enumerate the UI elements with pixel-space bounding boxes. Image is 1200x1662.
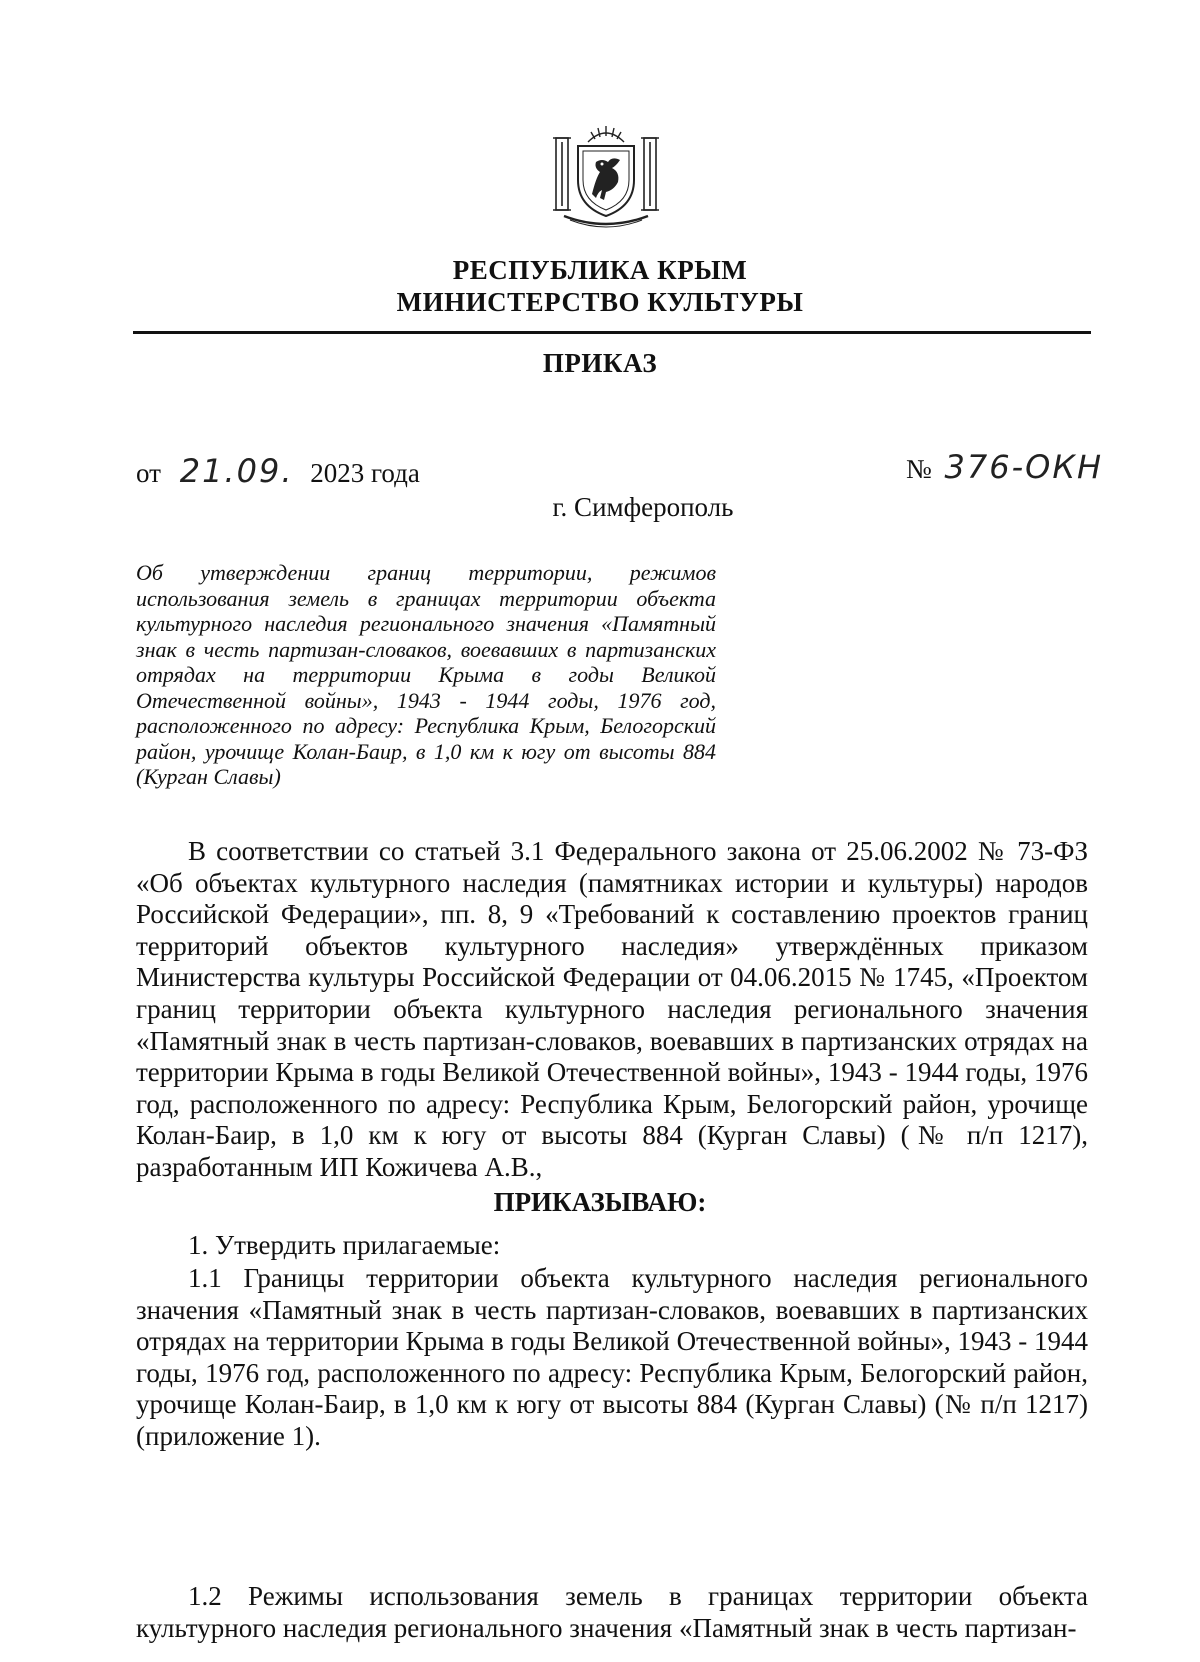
date-prefix: от — [136, 458, 161, 488]
ministry-title: МИНИСТЕРСТВО КУЛЬТУРЫ — [396, 287, 804, 317]
date-line — [136, 452, 420, 490]
city: г. Симферополь — [552, 492, 734, 522]
preamble-paragraph: В соответствии со статьей 3.1 Федерального закона от 25.06.2002 № 73-ФЗ «Об объектах культурного наследия (памятниках истории и культуры) народов Российской Федерации», пп. 8, 9 «Требований к составлению проектов границ территорий объектов культурного наследия» утверждённых приказом Министерства культуры Российской Федерации от 04.06.2015 № 1745, «Проектом границ территории объекта культурного наследия регионального значения «Памятный знак в честь партизан-словаков, воевавших в партизанских отрядах на территории Крыма в годы Великой Отечественной войны», 1943 - 1944 годы, 1976 год, расположенного по адресу: Республика Крым, Белогорский район, урочище Колан-Баир, в 1,0 км к югу от высоты 884 (Курган Славы) (№ п/п 1217), разработанным ИП Кожичева А.В., — [136, 836, 1088, 1182]
handwritten-date: 21.09. — [179, 452, 294, 490]
header-divider — [133, 331, 1091, 334]
order-number — [906, 448, 1103, 486]
document-type: ПРИКАЗ — [542, 348, 658, 378]
crimea-coat-of-arms-icon — [548, 120, 664, 232]
list-item: 1.1 Границы территории объекта культурного наследия регионального значения «Памятный знак в честь партизан-словаков, воевавших в партизанских отрядах на территории Крыма в годы Великой Отечественной войны», 1943 - 1944 годы, 1976 год, расположенного по адресу: Республика Крым, Белогорский район, урочище Колан-Баир, в 1,0 км к югу от высоты 884 (Курган Славы) (№ п/п 1217) (приложение 1). — [136, 1263, 1088, 1451]
republic-title: РЕСПУБЛИКА КРЫМ — [452, 255, 748, 285]
number-sign: № — [906, 454, 932, 484]
list-item: 1. Утвердить прилагаемые: — [188, 1230, 501, 1260]
order-subject: Об утверждении границ территории, режимов использования земель в границах территории объекта культурного наследия регионального значения «Памятный знак в честь партизан-словаков, воевавших в партизанских отрядах на территории Крыма в годы Великой Отечественной войны», 1943 - 1944 годы, 1976 год, расположенного по адресу: Республика Крым, Белогорский район, урочище Колан-Баир, в 1,0 км к югу от высоты 884 (Курган Славы) — [136, 560, 716, 789]
list-item: 1.2 Режимы использования земель в границах территории объекта культурного наследия регионального значения «Памятный знак в честь партизан- — [136, 1581, 1088, 1643]
date-year: 2023 года — [310, 458, 420, 488]
handwritten-number: 376-ОКН — [944, 448, 1104, 486]
order-heading: ПРИКАЗЫВАЮ: — [493, 1187, 707, 1217]
